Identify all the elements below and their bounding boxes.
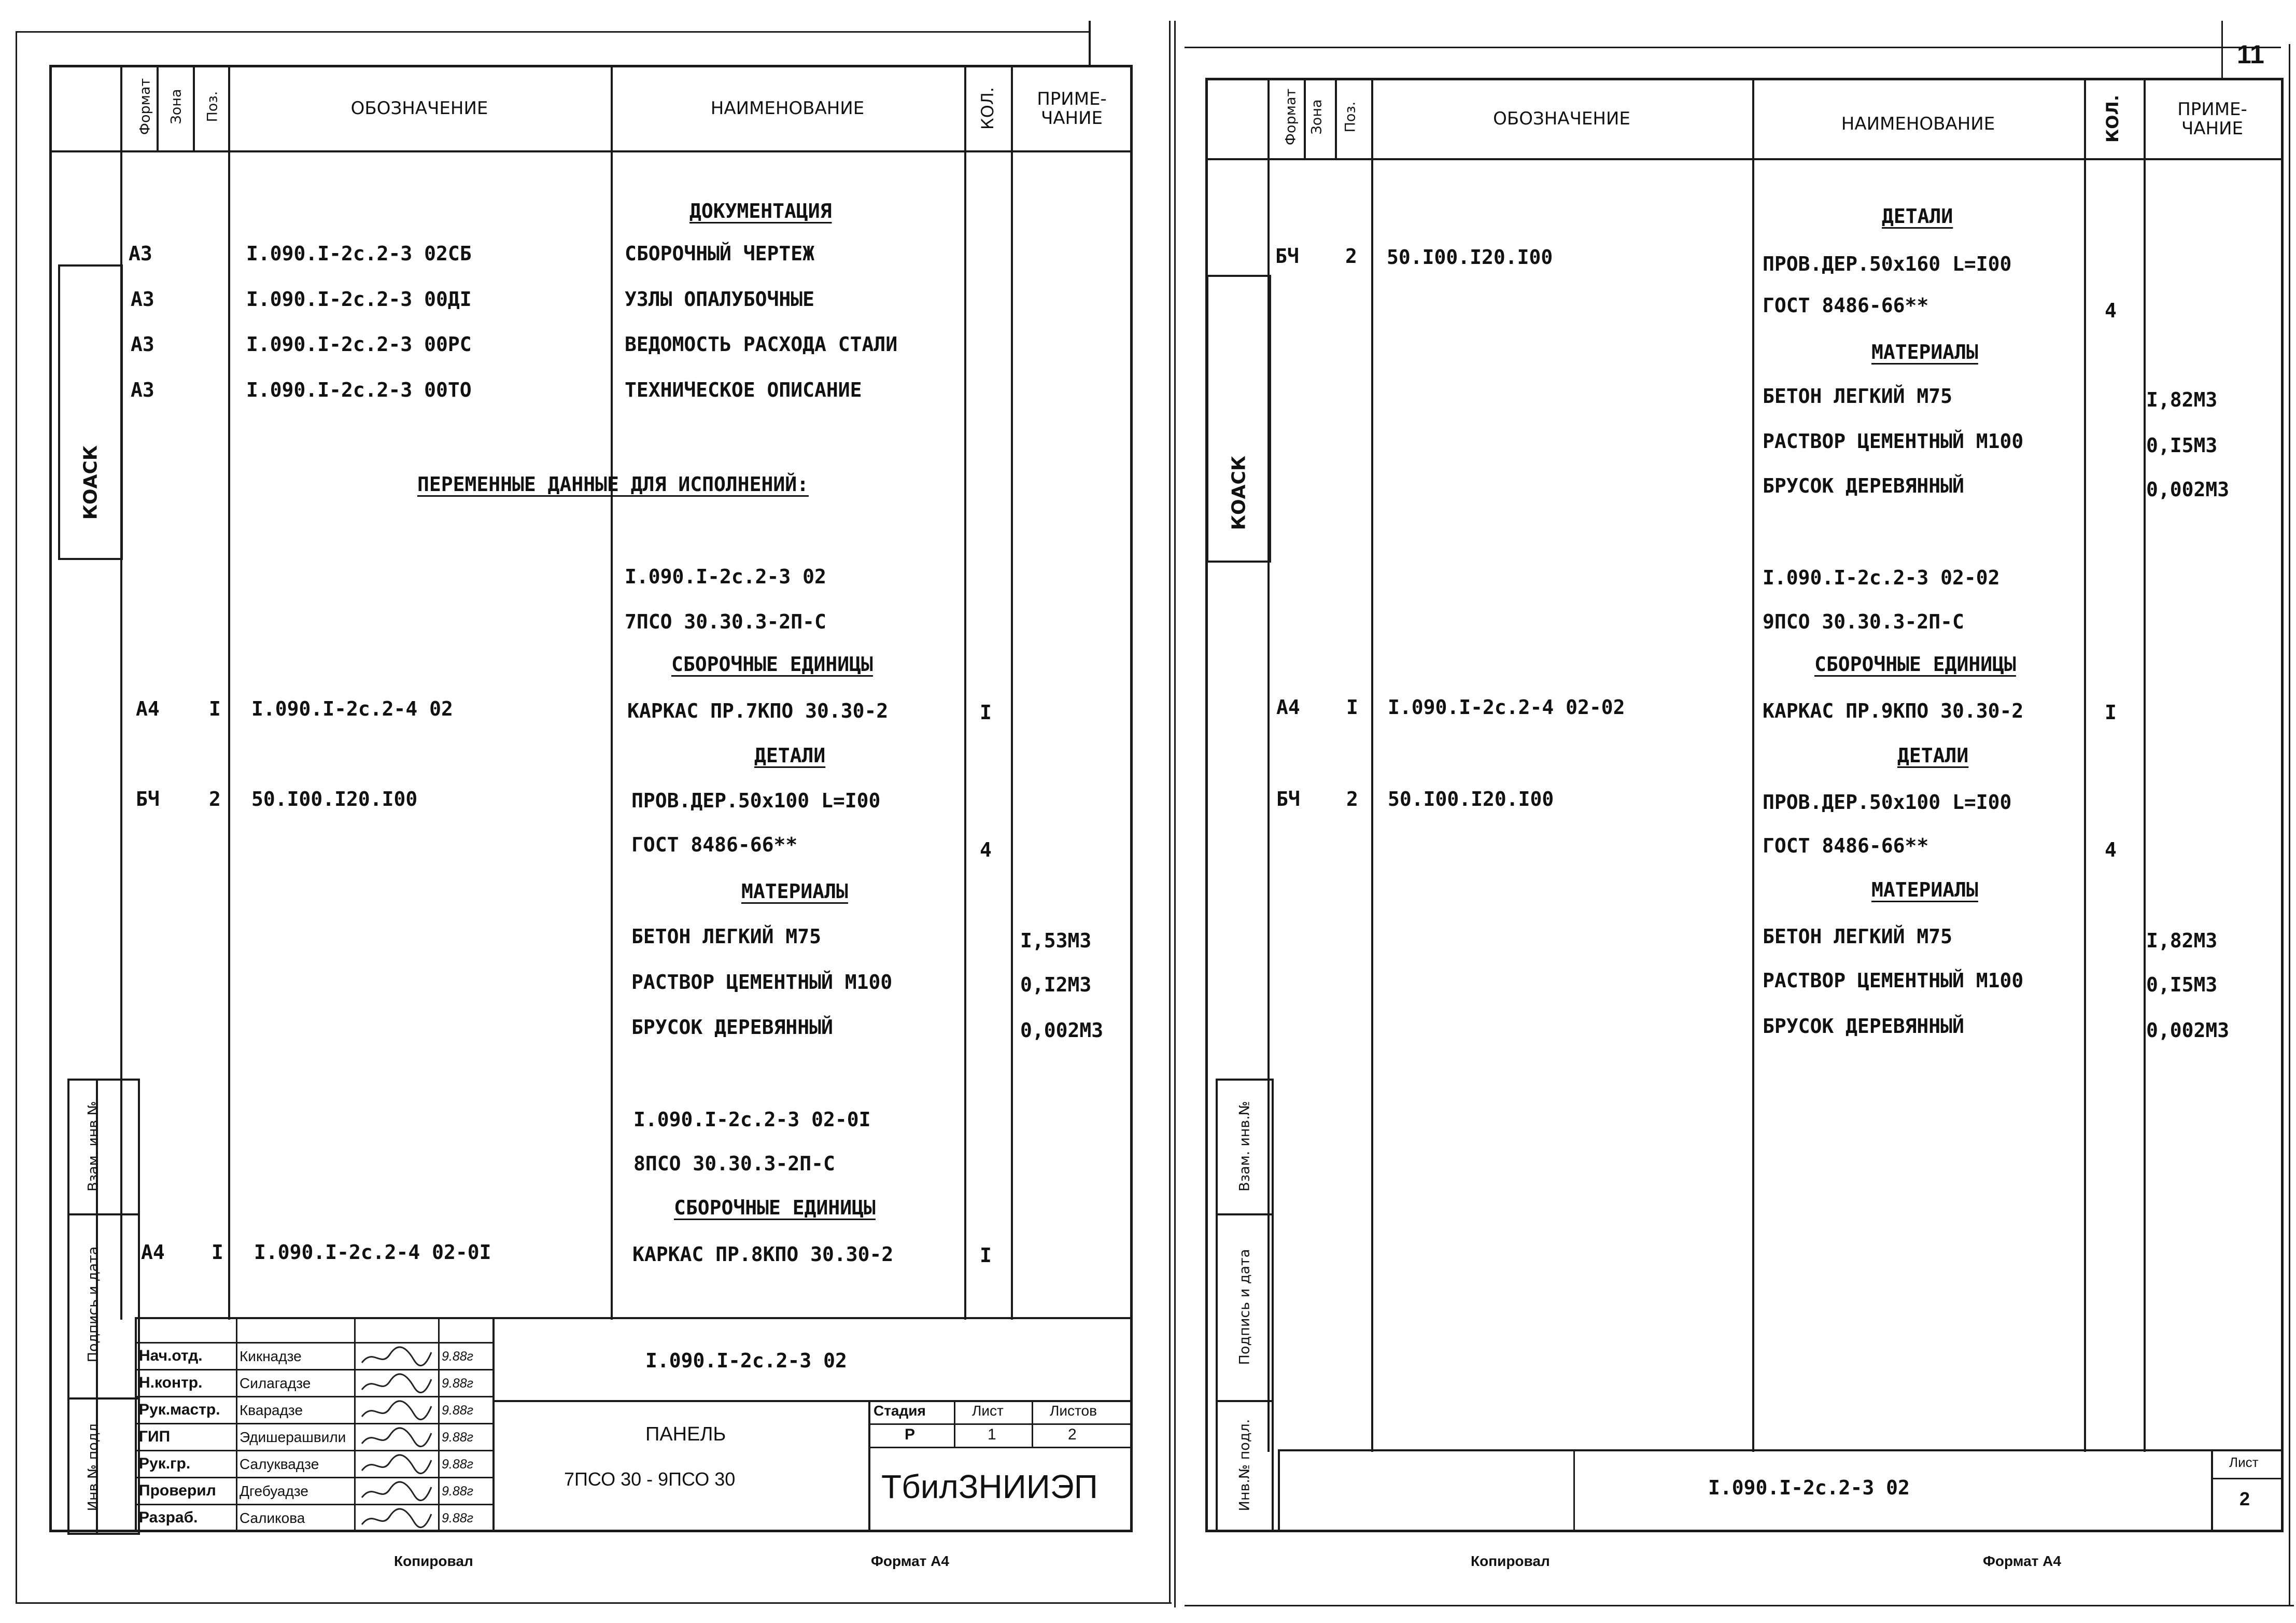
variant-code: I.090.I-2с.2-3 02-02 bbox=[1763, 566, 2000, 589]
row-qty: 4 bbox=[2105, 838, 2117, 861]
row-name-standard: ГОСТ 8486-66** bbox=[631, 833, 798, 856]
material-note: I,82М3 bbox=[2146, 388, 2218, 411]
material-note: 0,002М3 bbox=[2146, 478, 2230, 501]
stamp-role: ГИП bbox=[139, 1428, 171, 1445]
stamp-role-divider bbox=[135, 1369, 492, 1370]
header-format: Формат bbox=[137, 78, 153, 135]
row-qty: I bbox=[980, 1244, 992, 1267]
row-designation: 50.I00.I20.I00 bbox=[251, 788, 418, 810]
koask-label: КОАСК bbox=[80, 445, 102, 520]
material-name: РАСТВОР ЦЕМЕНТНЫЙ М100 bbox=[631, 971, 893, 994]
side-podpis: Подпись и дата bbox=[85, 1246, 102, 1363]
header-note: ПРИМЕ- ЧАНИЕ bbox=[2177, 99, 2247, 139]
header-designation: ОБОЗНАЧЕНИЕ bbox=[350, 98, 488, 119]
section-assembly-units: СБОРОЧНЫЕ ЕДИНИЦЫ bbox=[671, 653, 873, 676]
signature-scribble bbox=[358, 1507, 435, 1532]
header-qty: КОЛ. bbox=[978, 87, 997, 130]
material-note: I,82М3 bbox=[2146, 929, 2218, 952]
stamp-stage-header: Стадия bbox=[874, 1403, 926, 1419]
footer-format: Формат А4 bbox=[871, 1553, 949, 1569]
stamp-title-range: 7ПСО 30 - 9ПСО 30 bbox=[564, 1468, 736, 1490]
row-name-standard: ГОСТ 8486-66** bbox=[1763, 834, 1929, 857]
material-name: БЕТОН ЛЕГКИЙ М75 bbox=[1763, 385, 1953, 408]
header-format: Формат bbox=[1283, 88, 1299, 146]
signature-scribble bbox=[358, 1453, 435, 1478]
section-materials: МАТЕРИАЛЫ bbox=[741, 880, 848, 903]
stamp-role: Проверил bbox=[139, 1482, 216, 1499]
header-zone: Зона bbox=[1308, 99, 1325, 135]
section-materials: МАТЕРИАЛЫ bbox=[1871, 878, 1978, 901]
material-name: БРУСОК ДЕРЕВЯННЫЙ bbox=[631, 1016, 833, 1039]
stamp-sheet-header: Лист bbox=[2229, 1454, 2259, 1470]
header-designation: ОБОЗНАЧЕНИЕ bbox=[1493, 108, 1630, 130]
section-assembly-units: СБОРОЧНЫЕ ЕДИНИЦЫ bbox=[674, 1196, 876, 1219]
section-details: ДЕТАЛИ bbox=[1882, 205, 1953, 228]
row-format: А4 bbox=[136, 697, 160, 720]
stamp-role: Рук.мастр. bbox=[139, 1401, 220, 1418]
material-note: 0,I5М3 bbox=[2146, 434, 2218, 457]
sheet-2-frame bbox=[1205, 78, 2284, 1532]
material-note: I,53М3 bbox=[1020, 929, 1092, 952]
stamp-sheet: 1 bbox=[988, 1426, 996, 1443]
variant-code: I.090.I-2с.2-3 02 bbox=[625, 565, 826, 588]
stamp-person-name: Кикнадзе bbox=[240, 1348, 302, 1364]
koask-label: КОАСК bbox=[1228, 455, 1250, 530]
stamp-sheets-header: Листов bbox=[1050, 1403, 1097, 1419]
row-name: ПРОВ.ДЕР.50х160 L=I00 bbox=[1763, 253, 2012, 275]
row-qty: 4 bbox=[2105, 299, 2117, 322]
stamp-title: ПАНЕЛЬ bbox=[645, 1423, 726, 1445]
signature-scribble bbox=[358, 1480, 435, 1505]
row-pos: 2 bbox=[1345, 245, 1357, 268]
header-pos: Поз. bbox=[1342, 101, 1359, 133]
row-designation: I.090.I-2с.2-3 00ДI bbox=[246, 288, 472, 311]
row-name: ПРОВ.ДЕР.50х100 L=I00 bbox=[1763, 791, 2012, 814]
variable-data-title: ПЕРЕМЕННЫЕ ДАННЫЕ ДЛЯ ИСПОЛНЕНИЙ: bbox=[417, 473, 809, 496]
footer-format: Формат А4 bbox=[1983, 1553, 2061, 1569]
row-format: А3 bbox=[131, 379, 154, 401]
top-strip bbox=[16, 31, 1089, 33]
stamp-person-name: Силагадзе bbox=[240, 1375, 311, 1391]
stamp-organization: ТбилЗНИИЭП bbox=[881, 1468, 1098, 1505]
row-format: А3 bbox=[129, 242, 152, 265]
footer-copied: Копировал bbox=[1471, 1553, 1550, 1569]
material-name: БЕТОН ЛЕГКИЙ М75 bbox=[1763, 925, 1953, 948]
row-designation: I.090.I-2с.2-4 02-02 bbox=[1388, 696, 1625, 719]
side-inv: Инв.№ подл. bbox=[85, 1419, 102, 1512]
material-note: 0,002М3 bbox=[1020, 1019, 1104, 1042]
section-materials: МАТЕРИАЛЫ bbox=[1871, 341, 1978, 363]
material-name: БЕТОН ЛЕГКИЙ М75 bbox=[631, 925, 822, 948]
material-name: БРУСОК ДЕРЕВЯННЫЙ bbox=[1763, 474, 1964, 497]
header-zone: Зона bbox=[168, 89, 185, 124]
stamp-role-divider bbox=[135, 1423, 492, 1424]
signature-scribble bbox=[358, 1426, 435, 1451]
row-format: БЧ bbox=[1276, 788, 1300, 810]
row-name: КАРКАС ПР.9КПО 30.30-2 bbox=[1763, 699, 2024, 722]
row-designation: I.090.I-2с.2-4 02-0I bbox=[254, 1241, 491, 1264]
binding-line bbox=[16, 31, 17, 1602]
material-note: 0,I5М3 bbox=[2146, 973, 2218, 996]
variant-code: I.090.I-2с.2-3 02-0I bbox=[633, 1108, 871, 1131]
variant-name: 8ПСО 30.30.3-2П-С bbox=[633, 1152, 835, 1175]
stamp-role-divider bbox=[135, 1342, 492, 1344]
stamp-person-name: Салуквадзе bbox=[240, 1456, 319, 1472]
stamp-sheet-header: Лист bbox=[972, 1403, 1004, 1419]
row-name: СБОРОЧНЫЙ ЧЕРТЕЖ bbox=[625, 242, 815, 265]
row-format: А3 bbox=[131, 288, 154, 311]
material-name: БРУСОК ДЕРЕВЯННЫЙ bbox=[1763, 1015, 1964, 1038]
material-name: РАСТВОР ЦЕМЕНТНЫЙ М100 bbox=[1763, 969, 2024, 992]
stamp-date: 9.88г bbox=[442, 1349, 473, 1364]
side-vzam: Взам. инв.№ bbox=[85, 1101, 102, 1192]
stamp-role: Разраб. bbox=[139, 1509, 198, 1526]
header-name: НАИМЕНОВАНИЕ bbox=[1841, 114, 1995, 135]
stamp-role: Н.контр. bbox=[139, 1374, 203, 1391]
stamp-role-divider bbox=[135, 1477, 492, 1478]
stamp-person-name: Кварадзе bbox=[240, 1402, 303, 1418]
section-documentation: ДОКУМЕНТАЦИЯ bbox=[689, 200, 832, 222]
section-assembly-units: СБОРОЧНЫЕ ЕДИНИЦЫ bbox=[1814, 653, 2016, 676]
header-pos: Поз. bbox=[204, 91, 221, 122]
stamp-doc-code: I.090.I-2с.2-3 02 bbox=[1708, 1476, 1910, 1499]
header-qty: КОЛ. bbox=[2103, 94, 2122, 143]
stamp-doc-code: I.090.I-2с.2-3 02 bbox=[645, 1349, 847, 1372]
side-podpis: Подпись и дата bbox=[1236, 1249, 1253, 1365]
row-designation: I.090.I-2с.2-4 02 bbox=[251, 697, 453, 720]
side-boxes bbox=[67, 1079, 140, 1535]
stamp-date: 9.88г bbox=[442, 1403, 473, 1418]
row-format: А4 bbox=[1276, 696, 1300, 719]
section-details: ДЕТАЛИ bbox=[754, 744, 826, 767]
stamp-stage: Р bbox=[905, 1426, 915, 1443]
stamp-role: Рук.гр. bbox=[139, 1455, 191, 1472]
sheet-2 bbox=[1174, 0, 2296, 1623]
row-name: УЗЛЫ ОПАЛУБОЧНЫЕ bbox=[625, 288, 815, 311]
side-vzam: Взам. инв.№ bbox=[1236, 1101, 1253, 1192]
stamp-person-name: Саликова bbox=[240, 1510, 305, 1526]
variant-name: 9ПСО 30.30.3-2П-С bbox=[1763, 610, 1964, 633]
material-name: РАСТВОР ЦЕМЕНТНЫЙ М100 bbox=[1763, 430, 2024, 453]
stamp-role: Нач.отд. bbox=[139, 1347, 203, 1364]
stamp-sheets: 2 bbox=[1068, 1426, 1077, 1443]
row-name: ТЕХНИЧЕСКОЕ ОПИСАНИЕ bbox=[625, 379, 862, 401]
row-name: ПРОВ.ДЕР.50х100 L=I00 bbox=[631, 789, 881, 812]
stamp-date: 9.88г bbox=[442, 1484, 473, 1499]
row-format: А4 bbox=[141, 1241, 165, 1264]
stamp-person-name: Дгебуадзе bbox=[240, 1483, 308, 1499]
signature-scribble bbox=[358, 1372, 435, 1397]
stamp-sheet: 2 bbox=[2239, 1488, 2250, 1509]
row-pos: I bbox=[209, 697, 221, 720]
row-designation: 50.I00.I20.I00 bbox=[1387, 246, 1553, 269]
page-number: 11 bbox=[2237, 40, 2264, 69]
stamp-date: 9.88г bbox=[442, 1457, 473, 1472]
row-name-standard: ГОСТ 8486-66** bbox=[1763, 294, 1929, 317]
row-name: КАРКАС ПР.8КПО 30.30-2 bbox=[632, 1243, 894, 1266]
footer-copied: Копировал bbox=[394, 1553, 473, 1569]
row-name: КАРКАС ПР.7КПО 30.30-2 bbox=[627, 699, 889, 722]
header-name: НАИМЕНОВАНИЕ bbox=[710, 98, 865, 119]
variant-name: 7ПСО 30.30.3-2П-С bbox=[625, 610, 826, 633]
material-note: 0,I2М3 bbox=[1020, 973, 1092, 996]
row-pos: 2 bbox=[209, 788, 221, 810]
side-inv: Инв.№ подл. bbox=[1236, 1419, 1253, 1512]
section-details: ДЕТАЛИ bbox=[1897, 744, 1969, 767]
row-qty: I bbox=[980, 701, 992, 724]
signature-scribble bbox=[358, 1345, 435, 1370]
stamp-date: 9.88г bbox=[442, 1376, 473, 1391]
stamp-date: 9.88г bbox=[442, 1511, 473, 1526]
row-qty: I bbox=[2105, 701, 2117, 724]
row-pos: 2 bbox=[1346, 788, 1358, 810]
row-designation: I.090.I-2с.2-3 02СБ bbox=[246, 242, 472, 265]
row-format: БЧ bbox=[136, 788, 160, 810]
row-pos: I bbox=[212, 1241, 223, 1264]
row-designation: I.090.I-2с.2-3 00РС bbox=[246, 333, 472, 356]
row-name: ВЕДОМОСТЬ РАСХОДА СТАЛИ bbox=[625, 333, 898, 356]
signature-scribble bbox=[358, 1399, 435, 1424]
material-note: 0,002М3 bbox=[2146, 1019, 2230, 1042]
stamp-person-name: Эдишерашвили bbox=[240, 1429, 346, 1445]
stamp-date: 9.88г bbox=[442, 1430, 473, 1445]
stamp-role-divider bbox=[135, 1450, 492, 1451]
row-designation: 50.I00.I20.I00 bbox=[1388, 788, 1554, 810]
row-format: БЧ bbox=[1275, 245, 1299, 268]
row-pos: I bbox=[1346, 696, 1358, 719]
row-format: А3 bbox=[131, 333, 154, 356]
header-note: ПРИМЕ- ЧАНИЕ bbox=[1037, 88, 1107, 129]
stamp-role-divider bbox=[135, 1396, 492, 1397]
row-qty: 4 bbox=[980, 838, 992, 861]
stamp-role-divider bbox=[135, 1504, 492, 1505]
row-designation: I.090.I-2с.2-3 00ТО bbox=[246, 379, 472, 401]
